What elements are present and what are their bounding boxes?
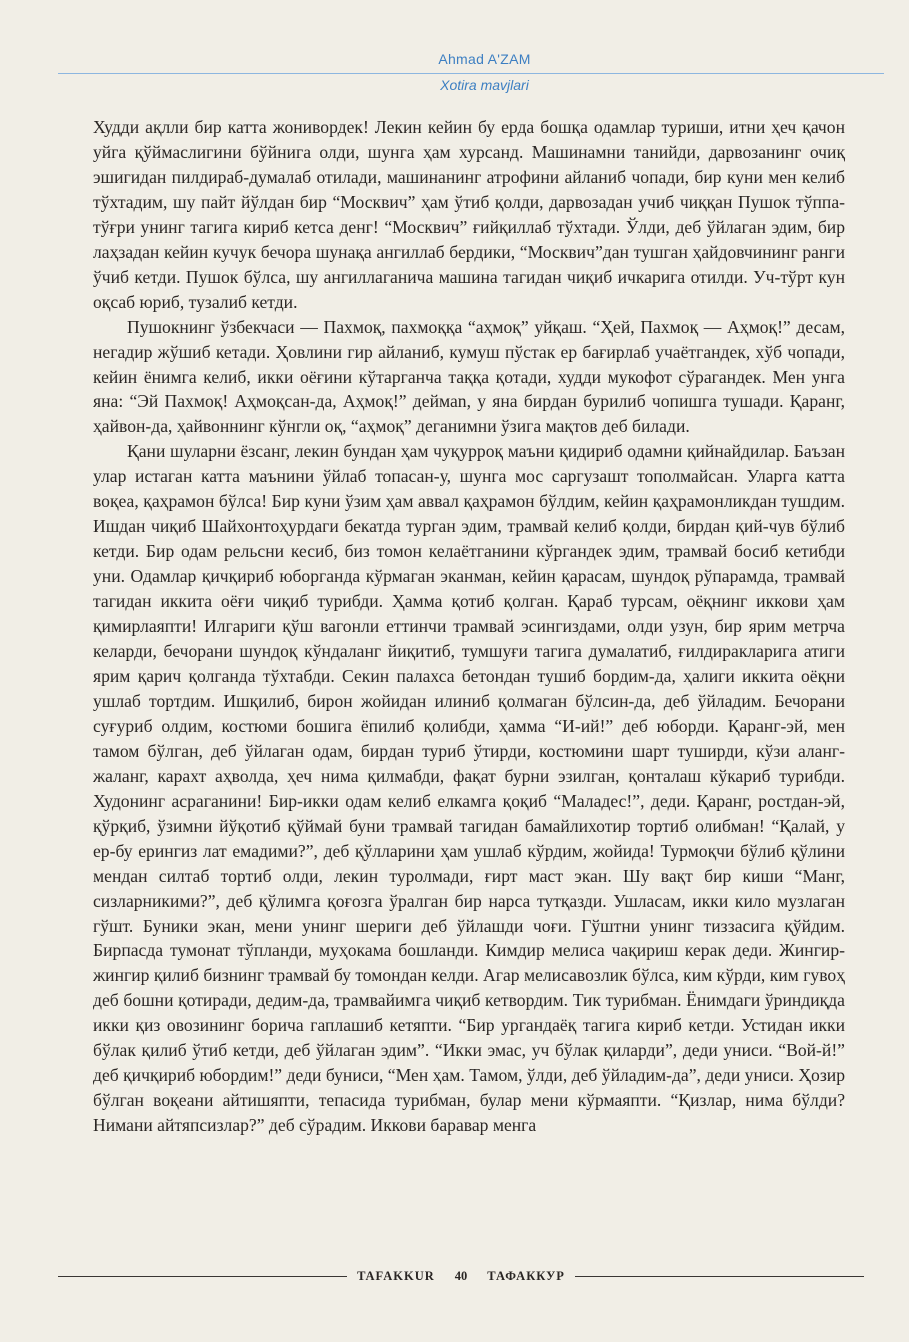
running-header — [0, 50, 909, 94]
footer-cyrillic-title: ТАФАККУР — [487, 1269, 565, 1283]
header-author: Ahmad A'ZAM — [438, 51, 531, 67]
header-divider — [58, 73, 884, 74]
footer-rule-left — [58, 1276, 347, 1277]
page-footer — [58, 1269, 864, 1284]
footer-latin-title: TAFAKKUR — [357, 1269, 435, 1283]
footer-rule-right — [575, 1276, 864, 1277]
header-title: Xotira mavjlari — [440, 77, 529, 93]
paragraph: Худди ақлли бир катта жонивордек! Лекин кейин бу ерда бошқа одамлар туриши, итни ҳеч қачон уйга қўймаслигини бўйнига олди, шунга ҳам хурсанд. Машинамни танийди, дарвозанинг очиқ эшигидан пилдираб-думалаб отилади, машинанинг атрофини айланиб чопади, бир куни мен келиб тўхтадим, шу пайт йўлдан бир “Москвич” ҳам ўтиб қолди, дарвозадан учиб чиққан Пушок тўппа-тўғри унинг тагига кириб кетса денг! “Москвич” ғийқиллаб тўхтади. Ўлди, деб ўйлаган эдим, бир лаҳзадан кейин кучук бечора шунақа ангиллаб бердики, “Москвич”дан тушган ҳайдовчининг ранги ўчиб кетди. Пушок бўлса, шу ангиллаганича машина тагидан чиқиб ичкарига отилди. Уч-тўрт кун оқсаб юриб, тузалиб кетди. — [93, 117, 845, 312]
paragraph: Қани шуларни ёзсанг, лекин бундан ҳам чуқурроқ маъни қидириб одамни қийнайдилар. Баъзан улар истаган катта маънини ўйлаб топасан-у, шунга мос саргузашт тополмайсан. Уларга катта воқеа, қаҳрамон бўлса! Бир куни ўзим ҳам аввал қаҳрамон бўлдим, кейин қаҳрамонликдан тушдим. Ишдан чиқиб Шайхонтоҳурдаги бекатда турган эдим, трамвай келиб қолди, бирдан қий-чув бўлиб кетди. Бир одам рельсни кесиб, биз томон келаётганини кўргандек эдим, трамвай босиб кетибди уни. Одамлар қичқириб юборганда кўрмаган эканман, кейин қарасам, шундоқ рўпарамда, трамвай тагидан иккита оёғи чиқиб турибди. Ҳамма қотиб қолган. Қараб турсам, оёқнинг иккови ҳам қимирлаяпти! Илгариги қўш вагонли еттинчи трамвай эсингиздами, олди узун, бир ярим метрча келарди, бечорани шундоқ кўндаланг йиқитиб, тумшуғи тагига думалатиб, ғилдиракларига атиги ярим қарич қолганда тўхтабди. Секин палахса бетондан тушиб бордим-да, ҳалиги иккита оёқни ушлаб тортдим. Ишқилиб, бирон жойидан илиниб қолмаган бўлсин-да, деб ўйладим. Бечорани суғуриб олдим, костюми бошига ёпилиб қолибди, ҳамма “И-ий!” деб юборди. Қаранг-эй, мен тамом бўлган, деб ўйлаган одам, бирдан туриб ўтирди, костюмини шарт туширди, кўзи аланг-жаланг, карахт аҳволда, ҳеч нима қилмабди, фақат бурни эзилган, қонталаш кўкариб турибди. Худонинг асраганини! Бир-икки одам келиб елкамга қоқиб “Маладес!”, деди. Қаранг, ростдан-эй, қўрқиб, ўзимни йўқотиб қўймай буни трамвай тагидан бамайлихотир тортиб олибман! “Қалай, у ер-бу ерингиз лат емадими?”, деб қўлларини ҳам ушлаб кўрдим, жойида! Турмоқчи бўлиб қўлини мендан силтаб тортиб олди, лекин туролмади, ғирт маст экан. Шу вақт бир киши “Манг, сизларникими?”, деб қўлимга қоғозга ўралган бир нарса тутқазди. Ушласам, икки кило музлаган гўшт. Буники экан, мени унинг шериги деб ўйлашди чоғи. Гўштни унинг тиззасига қўйдим. Бирпасда тумонат тўпланди, муҳокама бошланди. Кимдир мелиса чақириш керак деди. Жингир-жингир қилиб бизнинг трамвай бу томондан келди. Агар мелисавозлик бўлса, ким кўрди, ким гувоҳ деб бошни қотиради, дедим-да, трамвайимга чиқиб кетвордим. Тик турибман. Ёнимдаги ўриндиқда икки қиз овозининг борича гаплашиб кетяпти. “Бир ургандаёқ тагига кириб кетди. Устидан икки бўлак қилиб ўтиб кетди, деб ўйлаган эдим”. “Икки эмас, уч бўлак қиларди”, деди униси. “Вой-й!” деб қичқириб юбордим!” деди буниси, “Мен ҳам. Тамом, ўлди, деб ўйладим-да”, деди униси. Ҳозир бўлган воқеани айтишяпти, тепасида турибман, булар мени кўрмаяпти. “Қизлар, нима бўлди? Нимани айтяпсизлар?” деб сўрадим. Иккови баравар менга — [93, 441, 846, 1136]
article-body — [93, 115, 845, 1138]
paragraph: Пушокнинг ўзбекчаси — Пахмоқ, пахмоққа “аҳмоқ” уйқаш. “Ҳей, Пахмоқ — Аҳмоқ!” десам, негадир жўшиб кетади. Ҳовлини гир айланиб, кумуш пўстак ер бағирлаб учаётгандек, хўб чопади, кейин ёнимга келиб, икки оёғини кўтарганча таққа қотади, худди мукофот сўрагандек. Мен унга яна: “Эй Пахмоқ! Аҳмоқсан-да, Аҳмоқ!” деймаn, у яна бирдан бурилиб чопишга тушади. Қаранг, ҳайвон-да, ҳайвоннинг кўнгли оқ, “аҳмоқ” деганимни ўзига мақтов деб билади. — [93, 316, 845, 437]
page-number: 40 — [454, 1269, 468, 1283]
